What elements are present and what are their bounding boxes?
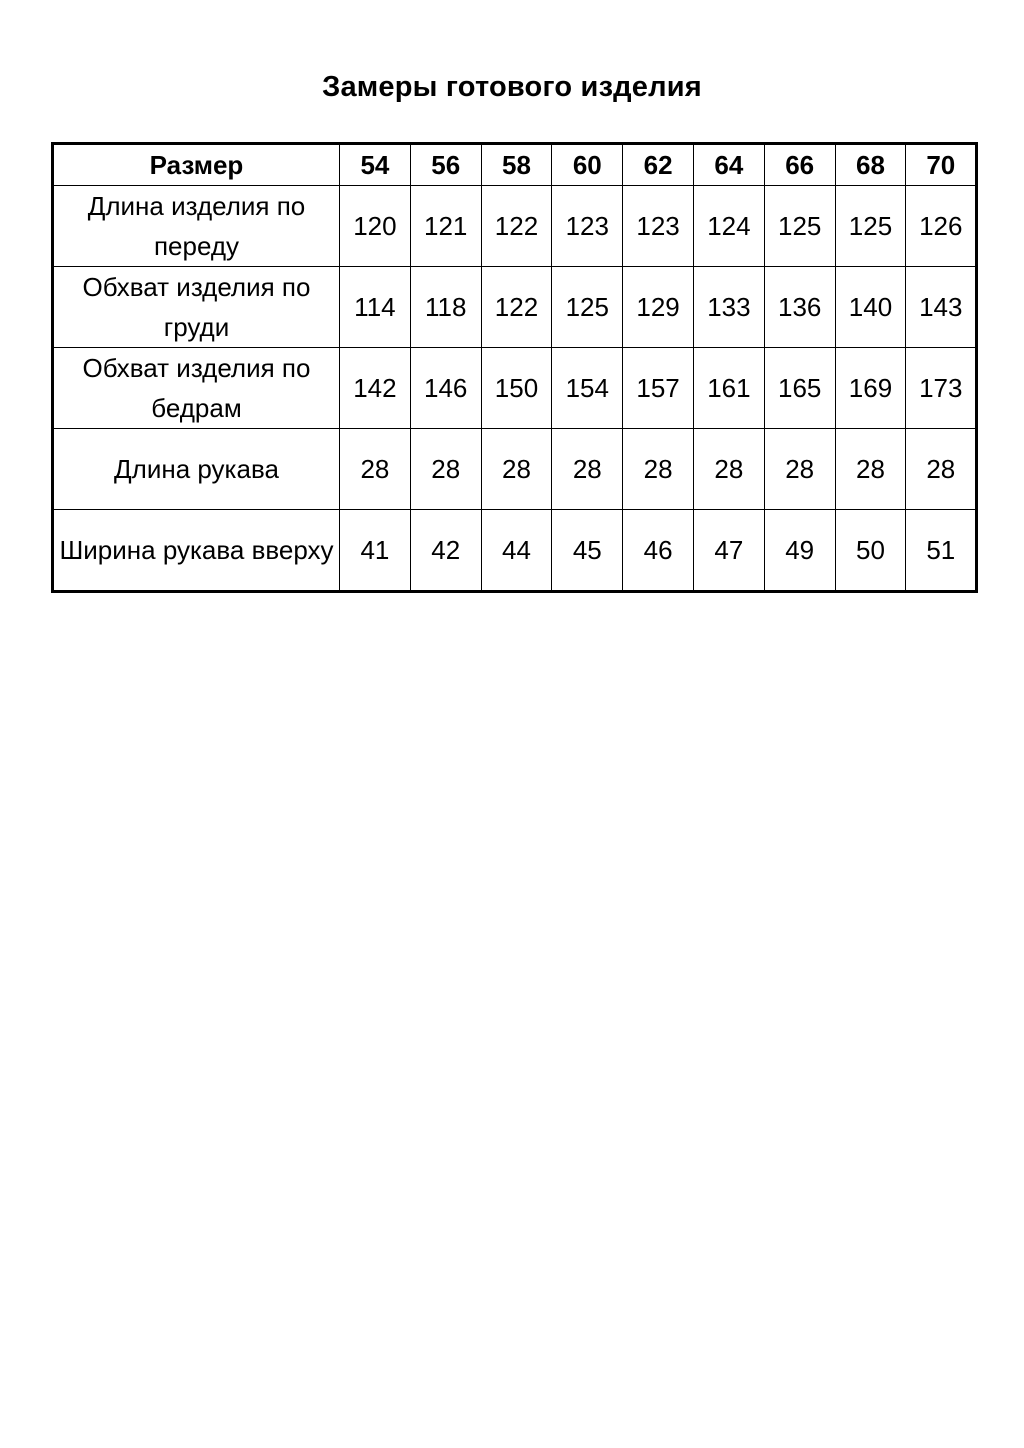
table-cell: 165 xyxy=(764,348,835,429)
table-row xyxy=(53,267,977,348)
table-cell: 51 xyxy=(906,510,977,592)
row-label: Длина рукава xyxy=(53,429,340,510)
table-cell: 28 xyxy=(623,429,694,510)
table-cell: 50 xyxy=(835,510,906,592)
table-cell: 124 xyxy=(693,186,764,267)
table-cell: 133 xyxy=(693,267,764,348)
size-header: 70 xyxy=(906,144,977,186)
table-header-row xyxy=(53,144,977,186)
table-cell: 114 xyxy=(340,267,411,348)
size-header: 56 xyxy=(410,144,481,186)
table-cell: 140 xyxy=(835,267,906,348)
table-cell: 28 xyxy=(340,429,411,510)
page-title: Замеры готового изделия xyxy=(322,71,702,103)
table-cell: 169 xyxy=(835,348,906,429)
size-header: 64 xyxy=(693,144,764,186)
size-header: 62 xyxy=(623,144,694,186)
table-cell: 28 xyxy=(481,429,552,510)
table-cell: 143 xyxy=(906,267,977,348)
table-row xyxy=(53,186,977,267)
size-header: 68 xyxy=(835,144,906,186)
table-row xyxy=(53,429,977,510)
table-cell: 120 xyxy=(340,186,411,267)
table-cell: 45 xyxy=(552,510,623,592)
table-cell: 47 xyxy=(693,510,764,592)
table-cell: 28 xyxy=(835,429,906,510)
table-cell: 161 xyxy=(693,348,764,429)
size-header: 58 xyxy=(481,144,552,186)
table-cell: 49 xyxy=(764,510,835,592)
table-cell: 42 xyxy=(410,510,481,592)
table-cell: 157 xyxy=(623,348,694,429)
table-cell: 150 xyxy=(481,348,552,429)
table-row xyxy=(53,348,977,429)
table-cell: 126 xyxy=(906,186,977,267)
table-cell: 129 xyxy=(623,267,694,348)
size-header: 54 xyxy=(340,144,411,186)
table-cell: 125 xyxy=(835,186,906,267)
table-cell: 142 xyxy=(340,348,411,429)
table-cell: 154 xyxy=(552,348,623,429)
row-label: Длина изделия по переду xyxy=(53,186,340,267)
table-cell: 136 xyxy=(764,267,835,348)
size-chart-table xyxy=(51,142,978,593)
size-header: 66 xyxy=(764,144,835,186)
table-cell: 125 xyxy=(552,267,623,348)
table-cell: 123 xyxy=(552,186,623,267)
table-cell: 121 xyxy=(410,186,481,267)
table-row xyxy=(53,510,977,592)
table-cell: 28 xyxy=(693,429,764,510)
table-cell: 173 xyxy=(906,348,977,429)
row-label: Обхват изделия по груди xyxy=(53,267,340,348)
table-cell: 122 xyxy=(481,186,552,267)
table-cell: 122 xyxy=(481,267,552,348)
table-cell: 28 xyxy=(410,429,481,510)
header-label: Размер xyxy=(53,144,340,186)
table-cell: 125 xyxy=(764,186,835,267)
table-cell: 146 xyxy=(410,348,481,429)
table-cell: 44 xyxy=(481,510,552,592)
row-label: Обхват изделия по бедрам xyxy=(53,348,340,429)
table-cell: 123 xyxy=(623,186,694,267)
row-label: Ширина рукава вверху xyxy=(53,510,340,592)
table-cell: 28 xyxy=(906,429,977,510)
size-header: 60 xyxy=(552,144,623,186)
table-cell: 28 xyxy=(764,429,835,510)
table-cell: 28 xyxy=(552,429,623,510)
table-cell: 46 xyxy=(623,510,694,592)
table-cell: 118 xyxy=(410,267,481,348)
table-cell: 41 xyxy=(340,510,411,592)
